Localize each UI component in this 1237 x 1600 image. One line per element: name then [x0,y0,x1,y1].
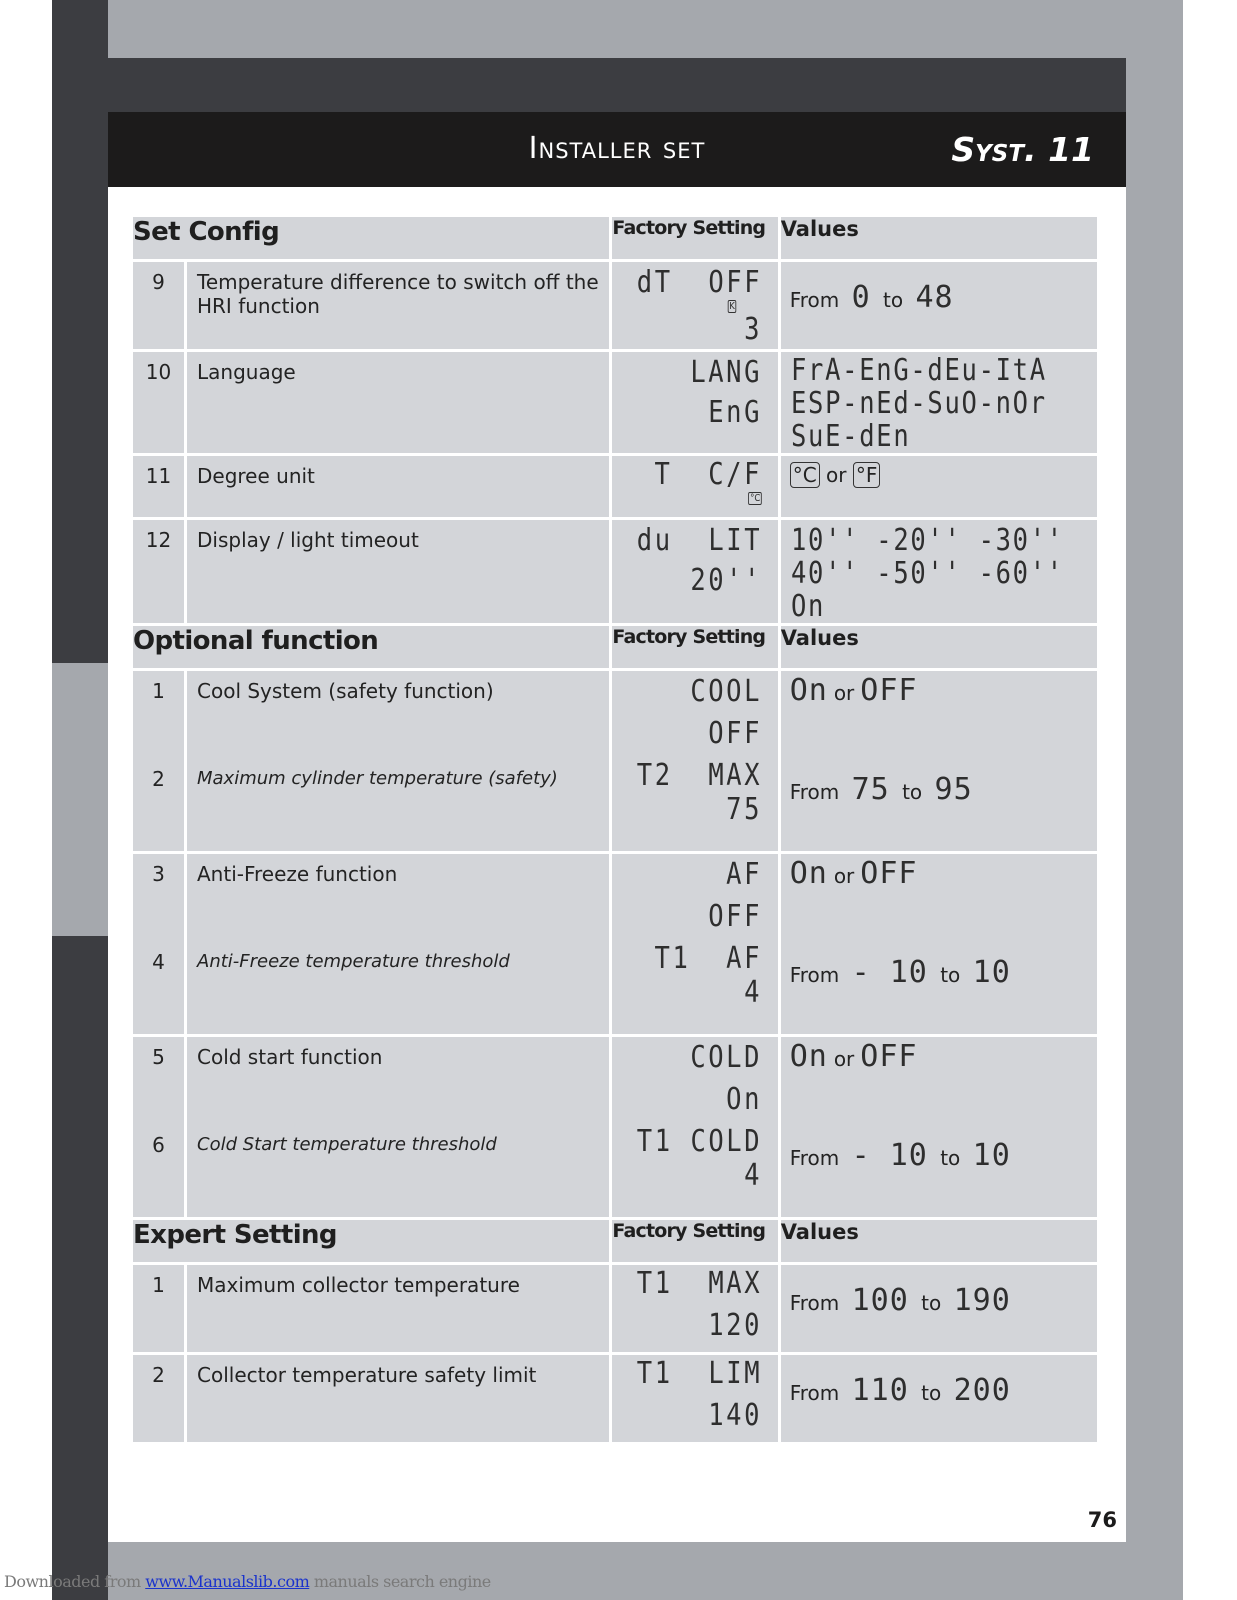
or-label: or [833,864,855,888]
value-min: 0 [851,280,871,315]
or-label: or [833,681,855,705]
to-label: to [921,1381,942,1405]
table-row [133,854,1097,1034]
from-label: From [789,288,840,312]
lcd-value: OFF [708,716,763,751]
description-primary: Anti-Freeze function [197,862,398,886]
row-number: 10 [133,352,184,453]
value-max: 200 [953,1373,1011,1408]
value-on: On [789,856,828,891]
values-cell [781,1037,1097,1217]
row-number-primary: 5 [152,1045,165,1069]
section-header-optional [133,626,1097,668]
lcd-value: 75 [726,792,763,827]
or-label: or [826,463,847,487]
table-row [133,1265,1097,1352]
row-description: Collector temperature safety limit [187,1355,609,1442]
lcd-line: du LIT [637,523,763,558]
side-tab-marker [52,663,108,936]
from-label: From [789,963,840,987]
description-secondary: Maximum cylinder temperature (safety) [197,768,558,789]
factory-setting [612,1355,777,1442]
row-description [187,854,609,1034]
lcd-line: T1 MAX [637,1266,763,1301]
values-cell [781,520,1097,623]
footer-suffix: manuals search engine [309,1572,491,1591]
lcd-value: 4 [744,975,763,1010]
section-header-set-config [133,217,1097,259]
table-row [133,1355,1097,1442]
language-options: FrA-EnG-dEu-ItA [790,353,1047,388]
factory-setting [612,1265,777,1352]
value-max: 95 [934,772,973,807]
row-number-secondary: 6 [152,1133,165,1157]
row-description: Language [187,352,609,453]
values-cell [781,456,1097,517]
to-label: to [921,1291,942,1315]
lcd-value: On [726,1082,763,1117]
section-header-expert [133,1220,1097,1262]
lcd-line: T1 COLD [637,1124,763,1159]
row-description: Degree unit [187,456,609,517]
row-number [133,671,184,851]
lcd-line: AF [726,857,763,892]
unit-kelvin-icon: K [729,301,736,312]
section-title: Set Config [133,217,609,259]
table-row [133,520,1097,623]
table-row [133,671,1097,851]
lcd-value: EnG [708,395,763,430]
description-primary: Cool System (safety function) [197,679,494,703]
lcd-line: dT OFF [637,265,763,300]
row-description: Temperature difference to switch off the HRI function [187,262,609,349]
value-min: - 10 [851,1138,928,1173]
page-number: 76 [1087,1508,1117,1532]
top-band [108,58,1126,112]
row-number [133,854,184,1034]
value-on: On [789,673,828,708]
values-cell [781,352,1097,453]
footer-prefix: Downloaded from [4,1572,146,1591]
row-description: Display / light timeout [187,520,609,623]
description-primary: Cold start function [197,1045,383,1069]
factory-setting-header: Factory Setting [612,626,777,668]
or-label: or [833,1047,855,1071]
to-label: to [940,1146,961,1170]
lcd-line: LANG [690,355,763,390]
row-description [187,671,609,851]
value-off: OFF [860,1039,918,1074]
timeout-options: 10'' -20'' -30'' [790,523,1064,558]
description-secondary: Anti-Freeze temperature threshold [197,951,510,972]
factory-setting-header: Factory Setting [612,217,777,259]
settings-table [130,214,1100,1445]
lcd-value: 4 [744,1158,763,1193]
lcd-line: T1 AF [654,941,763,976]
row-number-secondary: 4 [152,950,165,974]
value-max: 10 [972,1138,1011,1173]
values-header: Values [781,217,1097,259]
row-number: 12 [133,520,184,623]
row-number-primary: 3 [152,862,165,886]
values-cell [781,854,1097,1034]
values-cell [781,1265,1097,1352]
from-label: From [789,1291,840,1315]
values-cell [781,1355,1097,1442]
value-min: 110 [851,1373,909,1408]
page-header [108,112,1126,187]
value-max: 48 [915,280,954,315]
section-title: Optional function [133,626,609,668]
lcd-value: 140 [708,1398,763,1433]
lcd-value: OFF [708,899,763,934]
table-row [133,262,1097,349]
lcd-line: T C/F [654,457,763,492]
table-row [133,1037,1097,1217]
page-title: Installer set [528,131,706,166]
factory-setting [612,456,777,517]
row-number: 2 [133,1355,184,1442]
lcd-line: COOL [690,674,763,709]
factory-setting [612,854,777,1034]
language-options: ESP-nEd-SuO-nOr [790,386,1047,421]
row-number [133,1037,184,1217]
timeout-options: 40'' -50'' -60'' [790,556,1064,591]
row-number: 11 [133,456,184,517]
to-label: to [883,288,904,312]
system-label: Syst. 11 [951,130,1094,169]
section-title: Expert Setting [133,1220,609,1262]
row-number-primary: 1 [152,679,165,703]
value-min: - 10 [851,955,928,990]
lcd-line: T1 LIM [637,1356,763,1391]
download-footer [4,1572,491,1591]
factory-setting [612,352,777,453]
factory-setting [612,671,777,851]
lcd-value: 20'' [690,563,763,598]
language-options: SuE-dEn [790,419,911,454]
value-off: OFF [860,856,918,891]
value-max: 190 [953,1283,1011,1318]
row-description [187,1037,609,1217]
values-header: Values [781,1220,1097,1262]
row-description: Maximum collector temperature [187,1265,609,1352]
to-label: to [902,780,923,804]
table-row [133,456,1097,517]
celsius-icon: °C [790,462,820,488]
from-label: From [789,1146,840,1170]
lcd-line: COLD [690,1040,763,1075]
row-number-secondary: 2 [152,767,165,791]
values-header: Values [781,626,1097,668]
values-cell [781,671,1097,851]
row-number: 1 [133,1265,184,1352]
timeout-options: On [790,589,825,624]
unit-celsius-icon: °C [750,493,761,504]
factory-setting [612,1037,777,1217]
value-off: OFF [860,673,918,708]
values-cell [781,262,1097,349]
value-on: On [789,1039,828,1074]
to-label: to [940,963,961,987]
value-min: 100 [851,1283,909,1318]
row-number: 9 [133,262,184,349]
manualslib-link[interactable]: www.Manualslib.com [145,1572,310,1591]
from-label: From [789,780,840,804]
lcd-line: T2 MAX [637,758,763,793]
fahrenheit-icon: °F [853,462,881,488]
from-label: From [789,1381,840,1405]
table-row [133,352,1097,453]
value-min: 75 [851,772,890,807]
factory-setting [612,262,777,349]
lcd-value: 3 [744,312,763,347]
factory-setting [612,520,777,623]
lcd-value: 120 [708,1308,763,1343]
value-max: 10 [972,955,1011,990]
factory-setting-header: Factory Setting [612,1220,777,1262]
description-secondary: Cold Start temperature threshold [197,1134,497,1155]
